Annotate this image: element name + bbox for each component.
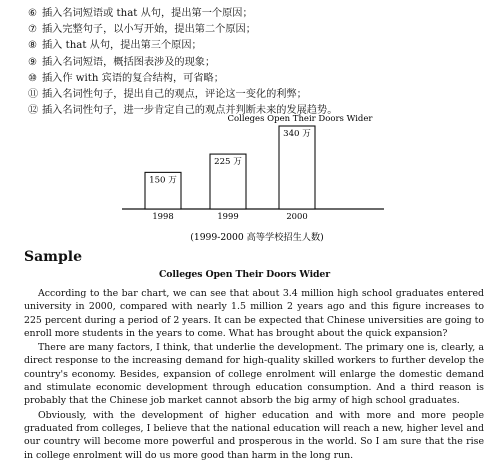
essay-paragraph: There are many factors, I think, that underlie the development. The primary one is, clearly, a direct response to the increasing demand for high-quality skilled workers to further develop the country's economy. Besides, expansion of college enrolment will enlarge the domestic demand and stimulate economic development through education consumption. And a third reason is probably that the Chinese job market cannot absorb the big army of high school graduates. — [24, 342, 484, 407]
step-number: ⑫ — [28, 105, 39, 117]
bar-value-label: 340 万 — [283, 129, 311, 139]
bar-value-label: 150 万 — [149, 175, 177, 186]
step-text: 插入名词短语或 that 从句，提出第一个原因； — [42, 8, 253, 19]
step-item — [28, 38, 483, 54]
step-item — [28, 22, 483, 38]
x-tick-label: 2000 — [286, 211, 308, 221]
step-text: 插入 that 从句，提出第三个原因； — [42, 40, 202, 52]
step-number: ⑪ — [28, 89, 39, 101]
step-text: 插入作 with 宾语的复合结构，可省略； — [42, 72, 224, 84]
instruction-steps — [28, 6, 483, 119]
step-number: ⑧ — [28, 40, 38, 52]
step-number: ⑦ — [28, 24, 38, 36]
enrollment-bar-chart — [0, 112, 489, 252]
step-number: ⑩ — [28, 72, 38, 84]
x-tick-label: 1998 — [152, 211, 174, 221]
chart-caption: (1999-2000 高等学校招生人数) — [190, 232, 324, 243]
chart-title: Colleges Open Their Doors Wider — [227, 114, 373, 124]
essay-paragraph: Obviously, with the development of higher education and with more and more people graduated from colleges, I believe that the national education will reach a new, higher level and our country will become more powerful and prosperous in the world. So I am sure that the rise in college enrolment will do us more good than harm in the long run. — [24, 409, 484, 461]
step-item — [28, 87, 483, 103]
step-text: 插入名词短语，概括图表涉及的现象； — [42, 56, 216, 68]
step-number: ⑥ — [28, 8, 38, 19]
step-text: 插入名词性句子，进一步肯定自己的观点并判断未来的发展趋势。 — [42, 105, 338, 117]
step-text: 插入完整句子，以小写开始，提出第二个原因； — [42, 24, 256, 36]
step-number: ⑨ — [28, 56, 38, 68]
step-item — [28, 6, 483, 22]
essay-title: Colleges Open Their Doors Wider — [158, 269, 331, 280]
x-tick-label: 1999 — [217, 211, 239, 221]
step-item — [28, 55, 483, 71]
step-item — [28, 71, 483, 87]
step-text: 插入名词性句子，提出自己的观点，评论这一变化的利弊； — [42, 89, 307, 101]
essay-paragraph: According to the bar chart, we can see that about 3.4 million high school graduates entered university in 2000, compared with nearly 1.5 million 2 years ago and this figure increases to 225 percent during a period of 2 years. It can be expected that Chinese universities are going to enroll more students in the years to come. What has brought about the quick expansion? — [24, 288, 485, 339]
essay-body — [24, 287, 484, 463]
sample-heading: Sample — [24, 249, 83, 265]
bar-value-label: 225 万 — [214, 157, 242, 168]
